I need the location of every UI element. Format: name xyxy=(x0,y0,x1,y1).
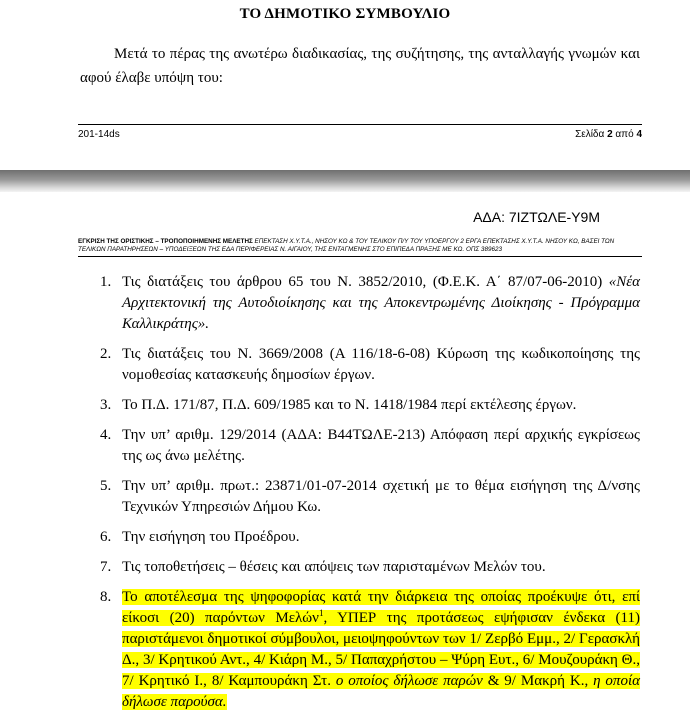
footer-divider xyxy=(78,124,642,125)
page-separator xyxy=(0,170,690,192)
section-title: ΤΟ ΔΗΜΟΤΙΚΟ ΣΥΜΒΟΥΛΙΟ xyxy=(239,6,451,22)
list-item: 5. Την υπ’ αριθμ. πρωτ.: 23871/01-07-2014 σχετική με το θέμα εισήγηση της Δ/νσης Τεχνικών Υπηρεσιών Δήμου Κω. xyxy=(100,478,640,515)
subject-rest: ΕΠΕΚΤΑΣΗ Χ.Υ.Τ.Α., ΝΗΣΟΥ ΚΩ & ΤΟΥ ΤΕΛΙΚΟΥ Π/Υ ΤΟΥ ΥΠΟΕΡΓΟΥ 2 ΕΡΓΑ ΕΠΕΚΤΑΣΗΣ Χ.Υ.Τ.Α. ΝΗΣΟΥ ΚΩ, ΒΑΣΕΙ ΤΩΝ ΤΕΛΙΚΩΝ ΠΑΡΑΤΗΡΗΣΕΩΝ – ΥΠΟΔΕΙΞΕΩΝ ΤΗΣ ΕΔΑ ΠΕΡΙΦΕΡΕΙΑΣ Ν. ΑΙΓΑΙΟΥ, ΤΗΣ ΕΝΤΑΓΜΕΝΗΣ ΣΤΟ ΕΠΙΠΕΔΑ ΠΡΑΞΗΣ ΜΕ ΚΩ. ΟΠΣ 389623 xyxy=(78,238,615,253)
list-item: 2. Τις διατάξεις του Ν. 3669/2008 (Α 116/18-6-08) Κύρωση της κωδικοποίησης της νομοθεσίας κατασκευής δημοσίων έργων. xyxy=(100,346,640,383)
footer-page-number: Σελίδα 2 από 4 xyxy=(575,129,642,140)
footnote-marker: 1 xyxy=(318,608,324,618)
document-page-top xyxy=(0,0,690,170)
subject-head: ΕΓΚΡΙΣΗ ΤΗΣ ΟΡΙΣΤΙΚΗΣ – ΤΡΟΠΟΠΟΙΗΜΕΝΗΣ ΜΕΛΕΤΗΣ xyxy=(78,238,255,245)
intro-paragraph: Μετά το πέρας της ανωτέρω διαδικασίας, της συζήτησης, της ανταλλαγής γνωμών και αφού έλαβε υπόψη του: xyxy=(80,46,640,86)
footer-doc-code: 201-14ds xyxy=(78,129,120,140)
considerations-list xyxy=(78,272,640,722)
list-item: 3. Το Π.Δ. 171/87, Π.Δ. 609/1985 και το Ν. 1418/1984 περί εκτέλεσης έργων. xyxy=(100,397,577,413)
list-item: 1. Τις διατάξεις του άρθρου 65 του Ν. 3852/2010, (Φ.Ε.Κ. Α΄ 87/07-06-2010) «Νέα Αρχιτεκτονική της Αυτοδιοίκησης και της Αποκεντρωμένης Διοίκησης - Πρόγραμμα Καλλικράτης». xyxy=(100,274,640,332)
document-page-bottom xyxy=(0,192,690,710)
list-item-highlighted: 8. Το αποτέλεσμα της ψηφοφορίας κατά την διάρκεια της οποίας προέκυψε ότι, επί είκοσι (20) παρόντων Μελών$^1$, ΥΠΕΡ της προτάσεως εψήφισαν ένδεκα (11) παριστάμενοι δημοτικοί σύμβουλοι, μειοψηφούντων των 1/ Ζερβό Εμμ., 2/ Γερασκλή Δ., 3/ Κρητικού Αντ., 4/ Κιάρη Μ., 5/ Παπαχρήστου – Ψύρη Ευτ., 6/ Μουζουράκη Θ., 7/ Κρητικό Ι., 8/ Καμπουράκη Στ. ο οποίος δήλωσε παρών & 9/ Μακρή Κ., η οποία δήλωσε παρούσα. xyxy=(100,589,640,710)
list-item: 4. Την υπ’ αριθμ. 129/2014 (ΑΔΑ: Β44ΤΩΛΕ-213) Απόφαση περί αρχικής εγκρίσεως της ως άνω μελέτης. xyxy=(100,427,640,464)
page-total: 4 xyxy=(636,129,642,140)
page-current: 2 xyxy=(607,129,613,140)
subject-header xyxy=(78,238,642,257)
ada-code: ΑΔΑ: 7ΙΖΤΩΛΕ-Υ9Μ xyxy=(473,209,600,225)
list-item: 6. Την εισήγηση του Προέδρου. xyxy=(100,529,300,545)
list-item: 7. Τις τοποθετήσεις – θέσεις και απόψεις των παρισταμένων Μελών του. xyxy=(100,559,546,575)
highlighted-text: Το αποτέλεσμα της ψηφοφορίας κατά την διάρκεια της οποίας προέκυψε ότι, επί είκοσι (20) παρόντων Μελών$^1$, ΥΠΕΡ της προτάσεως εψήφισαν ένδεκα (11) παριστάμενοι δημοτικοί σύμβουλοι, μειοψηφούντων των 1/ Ζερβό Εμμ., 2/ Γερασκλή Δ., 3/ Κρητικού Αντ., 4/ Κιάρη Μ., 5/ Παπαχρήστου – Ψύρη Ευτ., 6/ Μουζουράκη Θ., 7/ Κρητικό Ι., 8/ Καμπουράκη Στ. ο οποίος δήλωσε παρών & 9/ Μακρή Κ., η οποία δήλωσε παρούσα. xyxy=(122,589,640,710)
